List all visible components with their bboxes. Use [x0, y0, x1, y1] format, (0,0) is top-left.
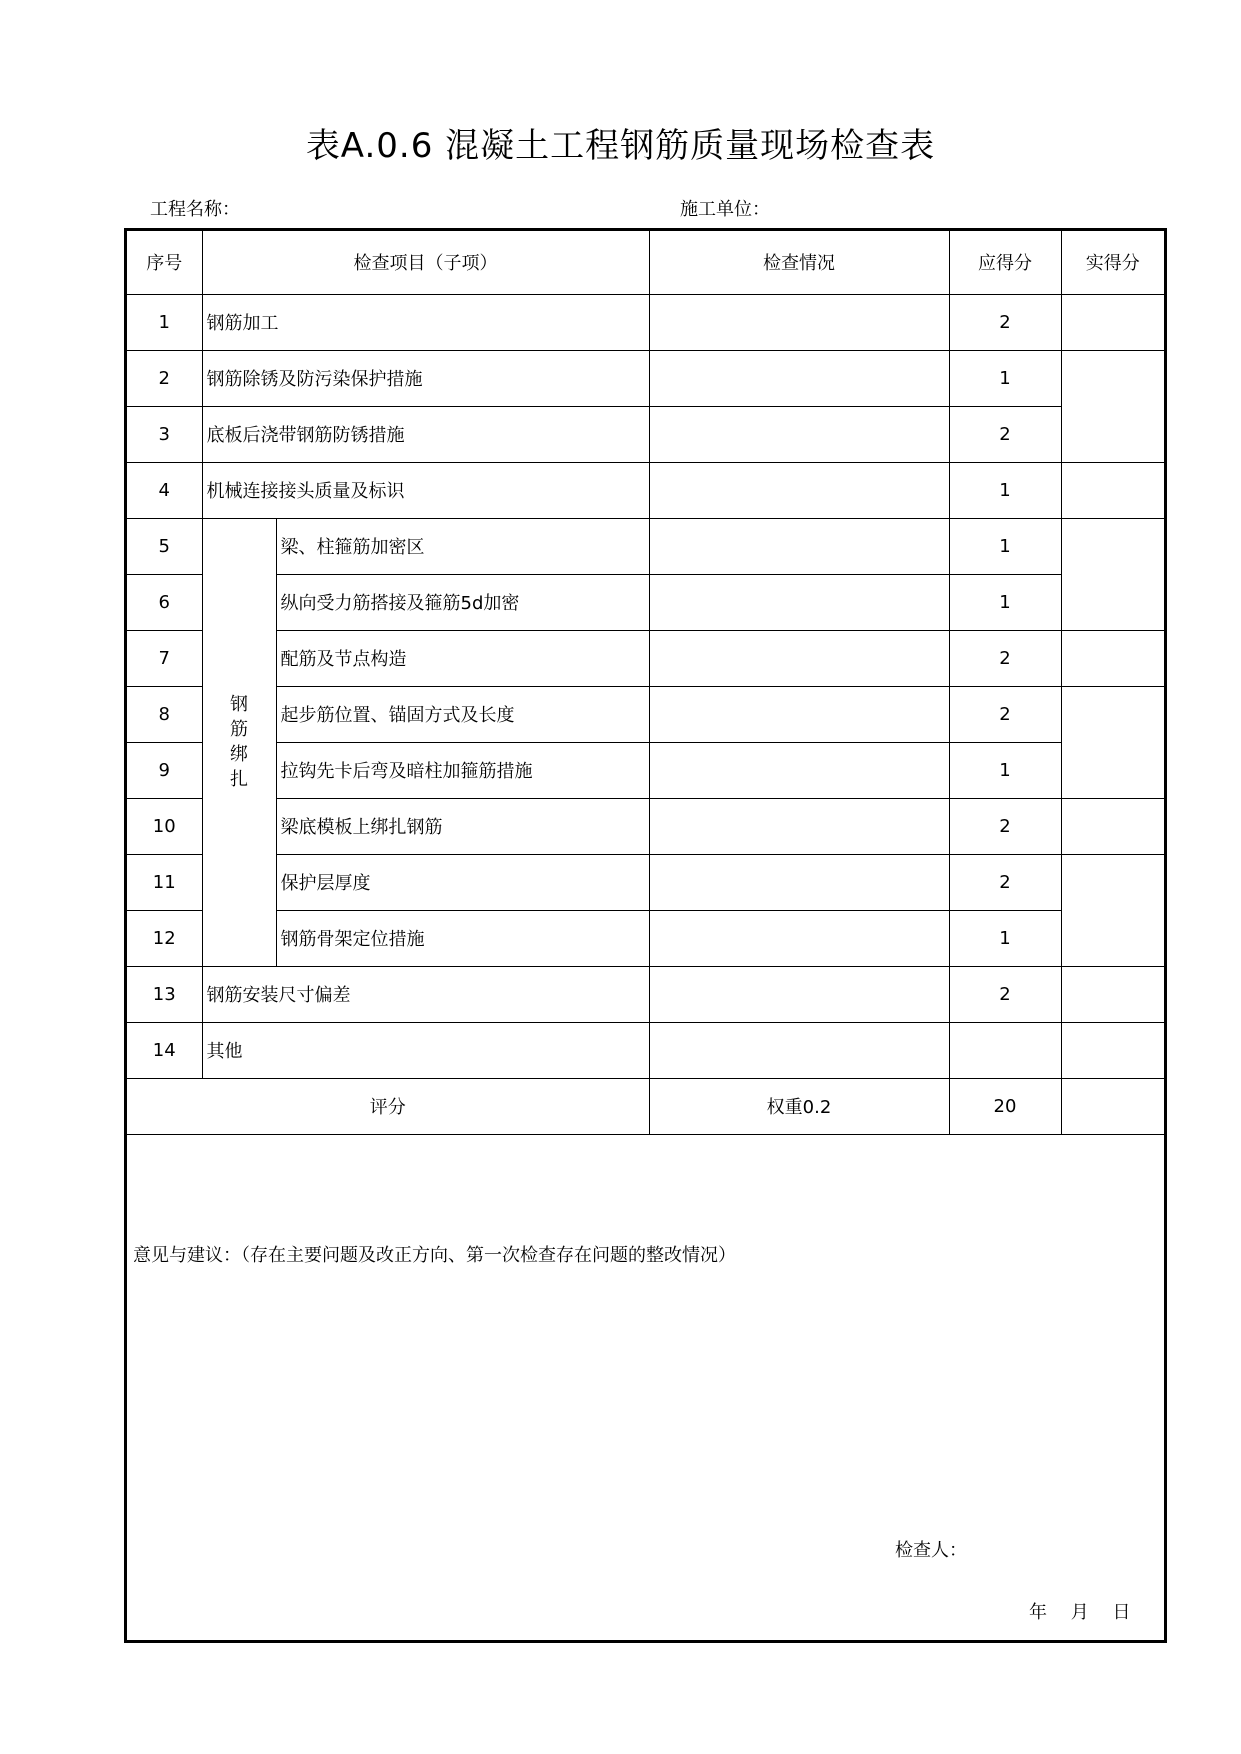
- row-item: 配筋及节点构造: [276, 630, 649, 686]
- row-due-score: 2: [949, 686, 1061, 742]
- table-row: [127, 910, 1164, 966]
- row-seq: 9: [127, 742, 202, 798]
- form-title: 表A.0.6 混凝土工程钢筋质量现场检查表: [305, 126, 936, 166]
- row-due-score: 2: [949, 966, 1061, 1022]
- score-label: 评分: [127, 1078, 649, 1134]
- row-actual-score-cell[interactable]: [1061, 854, 1164, 966]
- row-status-cell[interactable]: [649, 910, 949, 966]
- date-year-label: 年: [1029, 1602, 1049, 1623]
- table-row: [127, 742, 1164, 798]
- row-seq: 14: [127, 1022, 202, 1078]
- row-status-cell[interactable]: [649, 854, 949, 910]
- table-row: [127, 462, 1164, 518]
- row-item: 机械连接接头质量及标识: [202, 462, 649, 518]
- row-due-score: 1: [949, 350, 1061, 406]
- score-total: 20: [949, 1078, 1061, 1134]
- row-item: 梁、柱箍筋加密区: [276, 518, 649, 574]
- header-actual-score: 实得分: [1061, 231, 1164, 294]
- header-row: [127, 231, 1164, 294]
- group-label-rebar-tying: [202, 518, 276, 966]
- row-seq: 10: [127, 798, 202, 854]
- date-day-label: 日: [1112, 1602, 1133, 1623]
- row-item: 保护层厚度: [276, 854, 649, 910]
- row-actual-score-cell[interactable]: [1061, 798, 1164, 854]
- form-frame: [124, 228, 1167, 1643]
- table-row: [127, 350, 1164, 406]
- table-row: [127, 798, 1164, 854]
- row-actual-score-cell[interactable]: [1061, 294, 1164, 350]
- row-due-score: 2: [949, 798, 1061, 854]
- row-actual-score-cell[interactable]: [1061, 630, 1164, 686]
- row-status-cell[interactable]: [649, 406, 949, 462]
- table-row: [127, 294, 1164, 350]
- inspection-table: [127, 231, 1164, 1135]
- table-row: [127, 966, 1164, 1022]
- row-due-score: 1: [949, 518, 1061, 574]
- row-seq: 12: [127, 910, 202, 966]
- row-due-score: 1: [949, 742, 1061, 798]
- row-item: 钢筋安装尺寸偏差: [202, 966, 649, 1022]
- row-due-score: [949, 1022, 1061, 1078]
- row-seq: 6: [127, 574, 202, 630]
- score-row: [127, 1078, 1164, 1134]
- row-due-score: 2: [949, 294, 1061, 350]
- row-seq: 4: [127, 462, 202, 518]
- row-status-cell[interactable]: [649, 686, 949, 742]
- row-actual-score-cell[interactable]: [1061, 686, 1164, 798]
- row-status-cell[interactable]: [649, 798, 949, 854]
- row-status-cell[interactable]: [649, 742, 949, 798]
- row-item: 钢筋骨架定位措施: [276, 910, 649, 966]
- table-row: [127, 686, 1164, 742]
- row-actual-score-cell[interactable]: [1061, 1022, 1164, 1078]
- group-char: 扎: [230, 769, 248, 790]
- row-item: 其他: [202, 1022, 649, 1078]
- row-item: 梁底模板上绑扎钢筋: [276, 798, 649, 854]
- row-item: 底板后浇带钢筋防锈措施: [202, 406, 649, 462]
- opinion-label: 意见与建议：（存在主要问题及改正方向、第一次检查存在问题的整改情况）: [133, 1245, 736, 1266]
- row-actual-score-cell[interactable]: [1061, 462, 1164, 518]
- table-row: [127, 630, 1164, 686]
- header-due-score: 应得分: [949, 231, 1061, 294]
- row-due-score: 2: [949, 854, 1061, 910]
- row-due-score: 1: [949, 462, 1061, 518]
- row-seq: 2: [127, 350, 202, 406]
- row-actual-score-cell[interactable]: [1061, 518, 1164, 630]
- row-seq: 11: [127, 854, 202, 910]
- row-due-score: 2: [949, 630, 1061, 686]
- row-status-cell[interactable]: [649, 966, 949, 1022]
- row-seq: 1: [127, 294, 202, 350]
- row-status-cell[interactable]: [649, 462, 949, 518]
- row-actual-score-cell[interactable]: [1061, 350, 1164, 462]
- score-actual-cell[interactable]: [1061, 1078, 1164, 1134]
- row-status-cell[interactable]: [649, 518, 949, 574]
- construction-unit-label: 施工单位：: [680, 199, 770, 220]
- header-item: 检查项目（子项）: [202, 231, 649, 294]
- row-status-cell[interactable]: [649, 630, 949, 686]
- group-char: 绑: [230, 744, 248, 765]
- row-status-cell[interactable]: [649, 350, 949, 406]
- table-row: [127, 1022, 1164, 1078]
- table-row: [127, 854, 1164, 910]
- row-item: 拉钩先卡后弯及暗柱加箍筋措施: [276, 742, 649, 798]
- date-line: [1029, 1598, 1146, 1624]
- header-status: 检查情况: [649, 231, 949, 294]
- row-status-cell[interactable]: [649, 574, 949, 630]
- row-seq: 3: [127, 406, 202, 462]
- row-seq: 7: [127, 630, 202, 686]
- row-item: 钢筋加工: [202, 294, 649, 350]
- score-weight: 权重0.2: [649, 1078, 949, 1134]
- project-name-label: 工程名称：: [150, 199, 240, 220]
- table-row: [127, 406, 1164, 462]
- table-row: [127, 518, 1164, 574]
- row-due-score: 1: [949, 910, 1061, 966]
- row-item: 起步筋位置、锚固方式及长度: [276, 686, 649, 742]
- group-char: 筋: [230, 719, 248, 740]
- group-char: 钢: [230, 694, 248, 715]
- row-due-score: 1: [949, 574, 1061, 630]
- header-seq: 序号: [127, 231, 202, 294]
- row-seq: 5: [127, 518, 202, 574]
- row-actual-score-cell[interactable]: [1061, 966, 1164, 1022]
- table-row: [127, 574, 1164, 630]
- row-status-cell[interactable]: [649, 294, 949, 350]
- row-item: 钢筋除锈及防污染保护措施: [202, 350, 649, 406]
- row-seq: 13: [127, 966, 202, 1022]
- row-seq: 8: [127, 686, 202, 742]
- date-month-label: 月: [1070, 1602, 1091, 1623]
- row-item: 纵向受力筋搭接及箍筋5d加密: [276, 574, 649, 630]
- row-status-cell[interactable]: [649, 1022, 949, 1078]
- inspector-label: 检查人：: [895, 1540, 967, 1561]
- row-due-score: 2: [949, 406, 1061, 462]
